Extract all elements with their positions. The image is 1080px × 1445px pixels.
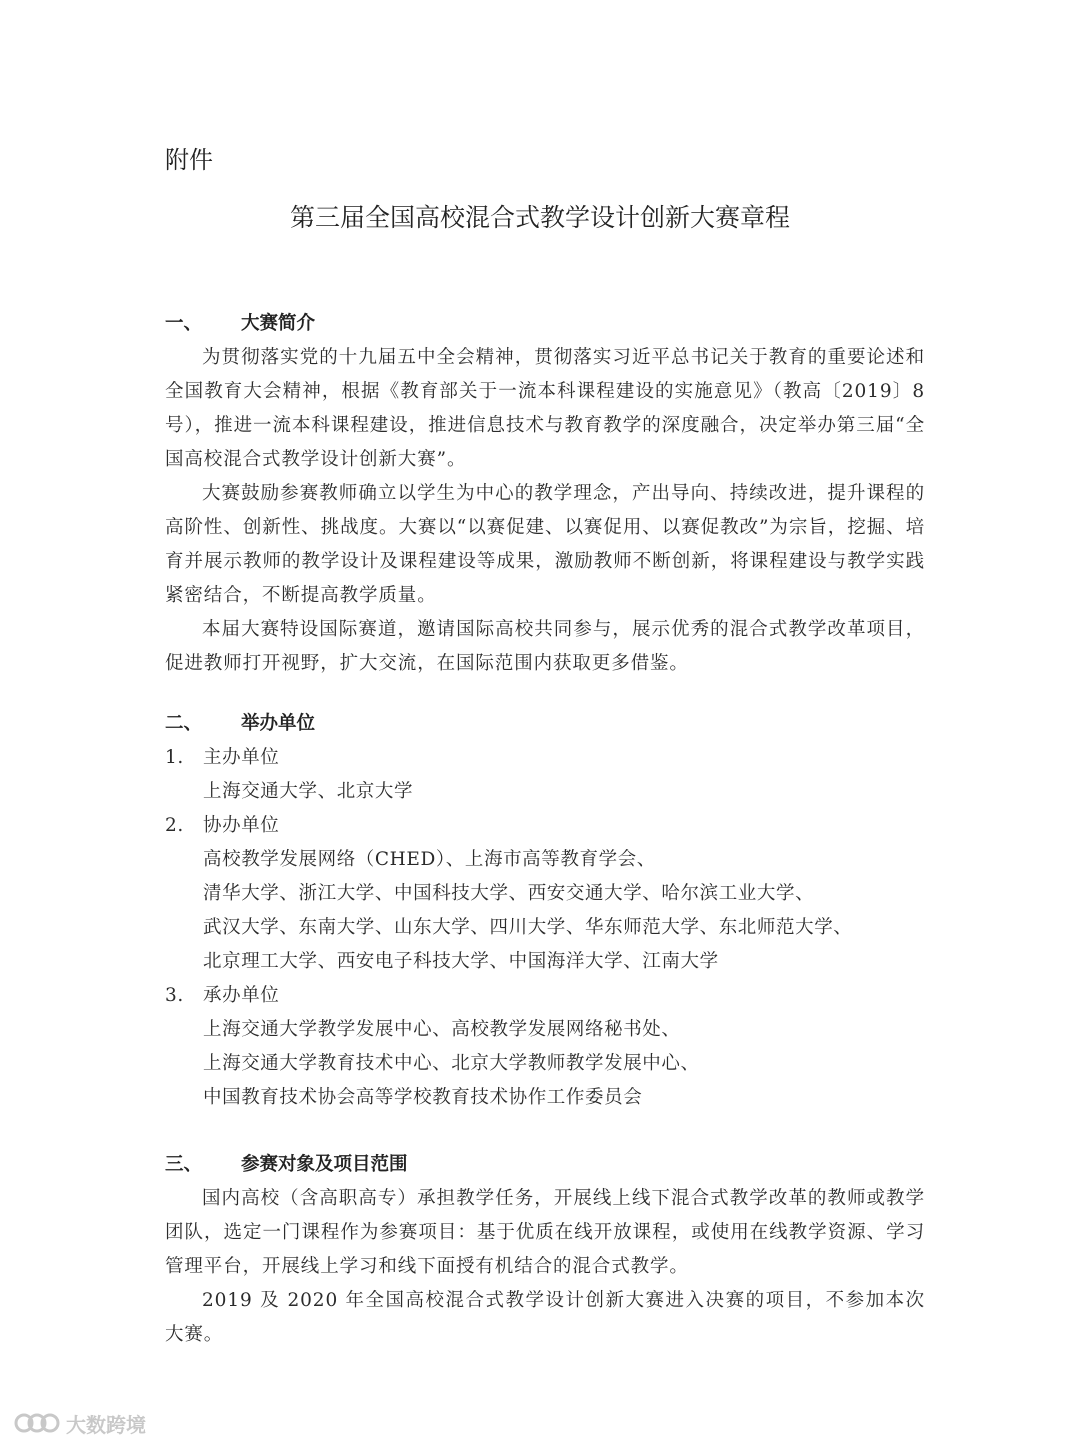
subsection-heading (165, 741, 925, 775)
section-title: 大赛简介 (241, 313, 316, 334)
organizer-line: 清华大学、浙江大学、中国科技大学、西安交通大学、哈尔滨工业大学、 (203, 883, 815, 904)
subsection-label: 协办单位 (203, 815, 280, 836)
attachment-label: 附件 (165, 146, 213, 174)
paragraph: 国内高校（含高职高专）承担教学任务，开展线上线下混合式教学改革的教师或教学团队，选定一门课程作为参赛项目：基于优质在线开放课程，或使用在线教学资源、学习管理平台，开展线上学习和线下面授有机结合的混合式教学。 (165, 1188, 925, 1277)
document-title: 第三届全国高校混合式教学设计创新大赛章程 (289, 203, 790, 232)
organizer-line: 中国教育技术协会高等学校教育技术协作工作委员会 (203, 1087, 643, 1108)
section-participants (165, 1148, 925, 1352)
paragraph: 2019 及 2020 年全国高校混合式教学设计创新大赛进入决赛的项目，不参加本次大赛。 (165, 1290, 925, 1345)
section-title: 举办单位 (241, 713, 316, 734)
organizer-line: 武汉大学、东南大学、山东大学、四川大学、华东师范大学、东北师范大学、 (203, 917, 853, 938)
organizer-line: 上海交通大学教育技术中心、北京大学教师教学发展中心、 (203, 1053, 700, 1074)
section-heading (165, 307, 925, 341)
subsection-number: 3. (165, 985, 184, 1006)
paragraph: 本届大赛特设国际赛道，邀请国际高校共同参与，展示优秀的混合式教学改革项目，促进教师打开视野，扩大交流，在国际范围内获取更多借鉴。 (165, 619, 925, 674)
organizer-line: 北京理工大学、西安电子科技大学、中国海洋大学、江南大学 (203, 951, 719, 972)
section-number: 一、 (165, 313, 203, 334)
subsection-number: 2. (165, 815, 184, 836)
subsection-heading (165, 979, 925, 1013)
section-introduction (165, 307, 925, 681)
organizer-line: 高校教学发展网络（CHED）、上海市高等教育学会、 (203, 849, 656, 870)
subsection-label: 承办单位 (203, 985, 280, 1006)
section-number: 二、 (165, 713, 203, 734)
subsection-heading (165, 809, 925, 843)
watermark (14, 1408, 146, 1438)
subsection-label: 主办单位 (203, 747, 280, 768)
section-heading (165, 1148, 925, 1182)
section-title: 参赛对象及项目范围 (241, 1154, 408, 1175)
section-heading (165, 707, 925, 741)
paragraph: 为贯彻落实党的十九届五中全会精神，贯彻落实习近平总书记关于教育的重要论述和全国教育大会精神，根据《教育部关于一流本科课程建设的实施意见》（教高〔2019〕8 号），推进一流本科课程建设，推进信息技术与教育教学的深度融合，决定举办第三届“全国高校混合式教学设计创新大赛”。 (165, 347, 925, 470)
paragraph: 大赛鼓励参赛教师确立以学生为中心的教学理念，产出导向、持续改进，提升课程的高阶性、创新性、挑战度。大赛以“以赛促建、以赛促用、以赛促教改”为宗旨，挖掘、培育并展示教师的教学设计及课程建设等成果，激励教师不断创新，将课程建设与教学实践紧密结合，不断提高教学质量。 (165, 483, 925, 606)
section-number: 三、 (165, 1154, 203, 1175)
organizer-line: 上海交通大学教学发展中心、高校教学发展网络秘书处、 (203, 1019, 681, 1040)
organizer-line: 上海交通大学、北京大学 (203, 781, 414, 802)
section-organizers (165, 707, 925, 1115)
brand-logo-icon (14, 1410, 60, 1436)
watermark-text: 大数跨境 (66, 1412, 146, 1437)
subsection-number: 1. (165, 747, 184, 768)
